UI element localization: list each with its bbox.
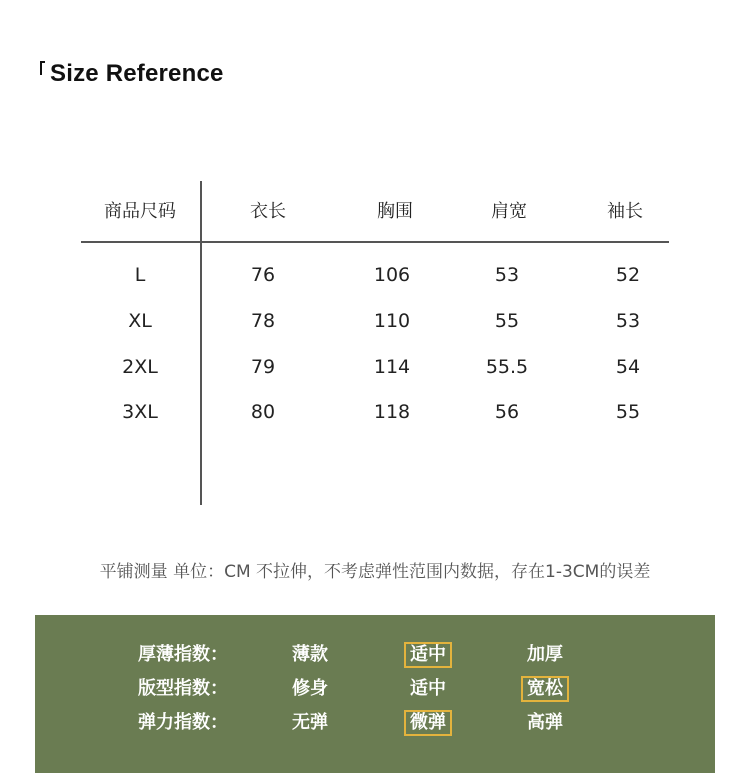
table-cell: XL <box>128 310 152 332</box>
header-size: 商品尺码 <box>104 201 176 222</box>
page-title: Size Reference <box>50 60 224 87</box>
table-cell: 55 <box>494 310 520 332</box>
title-bracket-icon <box>40 61 45 75</box>
property-option: 薄款 <box>292 644 328 665</box>
table-cell: 78 <box>250 310 276 332</box>
property-option: 高弹 <box>527 712 563 733</box>
table-cell: 53 <box>494 264 520 286</box>
property-option-selected: 微弹 <box>378 710 478 736</box>
property-option-selected: 宽松 <box>495 676 595 702</box>
header-length: 衣长 <box>250 201 286 222</box>
table-cell: 55 <box>615 401 641 423</box>
property-label: 弹力指数： <box>138 712 228 733</box>
table-cell: 56 <box>494 401 520 423</box>
table-cell: 3XL <box>122 401 158 423</box>
table-cell: 2XL <box>122 356 158 378</box>
property-option-selected: 适中 <box>378 642 478 668</box>
table-cell: 53 <box>615 310 641 332</box>
table-cell: 76 <box>250 264 276 286</box>
header-shoulder: 肩宽 <box>491 201 527 222</box>
table-vertical-divider <box>200 181 202 505</box>
header-chest: 胸围 <box>377 201 413 222</box>
table-cell: 55.5 <box>485 356 529 378</box>
property-option: 无弹 <box>292 712 328 733</box>
table-cell: 110 <box>373 310 411 332</box>
table-cell: 54 <box>615 356 641 378</box>
property-label: 版型指数： <box>138 678 228 699</box>
property-option: 适中 <box>410 678 446 699</box>
table-cell: 52 <box>615 264 641 286</box>
table-cell: 114 <box>373 356 411 378</box>
fabric-properties-panel <box>35 615 715 773</box>
table-cell: L <box>134 264 146 286</box>
property-label: 厚薄指数： <box>138 644 228 665</box>
table-cell: 118 <box>373 401 411 423</box>
property-option: 修身 <box>292 678 328 699</box>
property-option: 加厚 <box>527 644 563 665</box>
table-cell: 79 <box>250 356 276 378</box>
table-cell: 80 <box>250 401 276 423</box>
table-horizontal-divider <box>81 241 669 243</box>
table-cell: 106 <box>373 264 411 286</box>
header-sleeve: 袖长 <box>607 201 643 222</box>
measurement-note: 平铺测量 单位：CM 不拉伸，不考虑弹性范围内数据，存在1-3CM的误差 <box>99 562 651 582</box>
